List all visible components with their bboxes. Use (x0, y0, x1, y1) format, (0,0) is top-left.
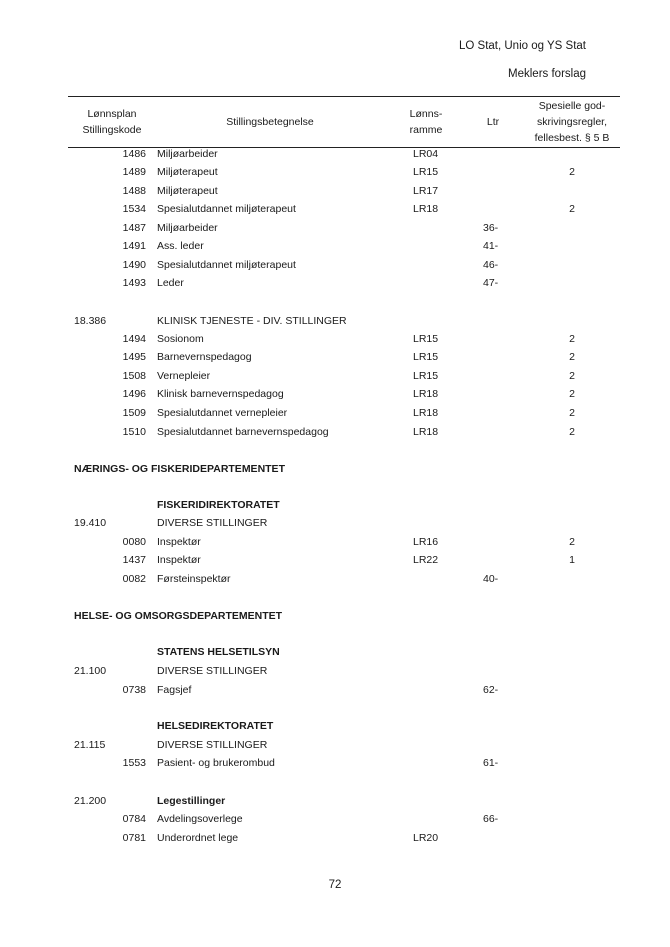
position-code: 1490 (122, 259, 146, 271)
position-title: Spesialutdannet miljøterapeut (157, 203, 296, 215)
table-row (0, 148, 670, 166)
col-header-code (72, 106, 152, 138)
table-row (0, 166, 670, 184)
salary-range: LR18 (413, 203, 439, 215)
col-header-range-line1: Lønns- (409, 108, 443, 120)
col-header-code-line2: Stillingskode (82, 124, 142, 136)
position-title: Førsteinspektør (157, 573, 231, 585)
special-rule: 2 (569, 203, 575, 215)
position-title: Pasient- og brukerombud (157, 757, 275, 769)
position-title: Spesialutdannet vernepleier (157, 407, 288, 419)
group-row (0, 517, 670, 535)
ministry-title: HELSE- OG OMSORGSDEPARTEMENTET (74, 610, 283, 622)
position-code: 1534 (122, 203, 146, 215)
position-title: Ass. leder (157, 240, 204, 252)
agency-heading (0, 499, 670, 517)
position-title: Miljøterapeut (157, 166, 218, 178)
special-rule: 2 (569, 407, 575, 419)
special-rule: 2 (569, 370, 575, 382)
table-row (0, 351, 670, 369)
group-row (0, 665, 670, 683)
table-row (0, 333, 670, 351)
salary-plan-number: 21.200 (74, 795, 107, 807)
table-top-rule (68, 96, 620, 97)
position-title: Leder (157, 277, 184, 289)
group-row (0, 315, 670, 333)
table-row (0, 832, 670, 850)
position-code: 1508 (122, 370, 146, 382)
position-code: 1491 (122, 240, 146, 252)
col-header-code-line1: Lønnsplan (87, 108, 137, 120)
agency-heading (0, 720, 670, 738)
position-title: Avdelingsoverlege (157, 813, 243, 825)
group-title: DIVERSE STILLINGER (157, 739, 268, 751)
table-row (0, 573, 670, 591)
position-code: 1496 (122, 388, 146, 400)
salary-range: LR04 (413, 148, 439, 160)
salary-range: LR18 (413, 388, 439, 400)
salary-range: LR15 (413, 370, 439, 382)
salary-range: LR15 (413, 351, 439, 363)
position-code: 1553 (122, 757, 146, 769)
salary-step: 66- (483, 813, 499, 825)
salary-step: 41- (483, 240, 499, 252)
special-rule: 2 (569, 388, 575, 400)
special-rule: 1 (569, 554, 575, 566)
position-code: 1493 (122, 277, 146, 289)
position-title: Inspektør (157, 536, 201, 548)
table-row (0, 259, 670, 277)
group-row (0, 795, 670, 813)
table-row (0, 407, 670, 425)
group-row (0, 739, 670, 757)
ministry-heading (0, 610, 670, 628)
position-title: Inspektør (157, 554, 201, 566)
position-code: 1509 (122, 407, 146, 419)
position-title: Miljøarbeider (157, 222, 218, 234)
table-row (0, 185, 670, 203)
table-row (0, 222, 670, 240)
table-row (0, 757, 670, 775)
position-title: Klinisk barnevernspedagog (157, 388, 284, 400)
agency-title: FISKERIDIREKTORATET (157, 499, 280, 511)
position-code: 1510 (122, 426, 146, 438)
position-title: Sosionom (157, 333, 204, 345)
position-title: Barnevernspedagog (157, 351, 252, 363)
col-header-range-line2: ramme (409, 124, 443, 136)
position-code: 0738 (122, 684, 146, 696)
table-row (0, 554, 670, 572)
salary-range: LR16 (413, 536, 439, 548)
salary-range: LR20 (413, 832, 439, 844)
salary-step: 61- (483, 757, 499, 769)
group-title: KLINISK TJENESTE - DIV. STILLINGER (157, 315, 347, 327)
salary-plan-number: 18.386 (74, 315, 107, 327)
table-row (0, 388, 670, 406)
salary-plan-number: 21.115 (74, 739, 106, 751)
agency-heading (0, 646, 670, 664)
salary-plan-number: 21.100 (74, 665, 107, 677)
col-header-ltr: Ltr (486, 116, 500, 128)
table-row (0, 240, 670, 258)
agency-title: STATENS HELSETILSYN (157, 646, 280, 658)
salary-step: 40- (483, 573, 499, 585)
page-number: 72 (328, 879, 342, 891)
group-title: Legestillinger (157, 795, 226, 807)
position-code: 0080 (122, 536, 146, 548)
agency-title: HELSEDIREKTORATET (157, 720, 274, 732)
col-header-special (522, 98, 622, 146)
salary-step: 62- (483, 684, 499, 696)
col-header-range (396, 106, 456, 138)
position-code: 1495 (122, 351, 146, 363)
ministry-heading (0, 463, 670, 481)
position-code: 1486 (122, 148, 146, 160)
position-title: Spesialutdannet barnevernspedagog (157, 426, 329, 438)
group-title: DIVERSE STILLINGER (157, 665, 268, 677)
header-organizations: LO Stat, Unio og YS Stat (459, 40, 586, 52)
position-title: Fagsjef (157, 684, 192, 696)
ministry-title: NÆRINGS- OG FISKERIDEPARTEMENTET (74, 463, 285, 475)
col-header-special-line3: fellesbest. § 5 B (534, 132, 610, 144)
salary-range: LR18 (413, 426, 439, 438)
special-rule: 2 (569, 333, 575, 345)
group-title: DIVERSE STILLINGER (157, 517, 268, 529)
salary-range: LR15 (413, 333, 439, 345)
position-code: 1487 (122, 222, 146, 234)
col-header-title: Stillingsbetegnelse (226, 116, 314, 128)
table-row (0, 203, 670, 221)
position-title: Underordnet lege (157, 832, 239, 844)
position-code: 0082 (122, 573, 146, 585)
col-header-special-line1: Spesielle god- (538, 100, 606, 112)
table-row (0, 684, 670, 702)
salary-step: 46- (483, 259, 499, 271)
salary-range: LR22 (413, 554, 439, 566)
position-code: 1494 (122, 333, 146, 345)
salary-range: LR17 (413, 185, 439, 197)
position-title: Miljøarbeider (157, 148, 218, 160)
salary-range: LR15 (413, 166, 439, 178)
salary-step: 47- (483, 277, 499, 289)
salary-step: 36- (483, 222, 499, 234)
special-rule: 2 (569, 426, 575, 438)
special-rule: 2 (569, 166, 575, 178)
position-title: Miljøterapeut (157, 185, 218, 197)
position-code: 1488 (122, 185, 146, 197)
table-row (0, 536, 670, 554)
position-code: 1489 (122, 166, 146, 178)
position-title: Vernepleier (157, 370, 211, 382)
col-header-special-line2: skrivingsregler, (536, 116, 608, 128)
header-proposal: Meklers forslag (508, 68, 586, 80)
position-title: Spesialutdannet miljøterapeut (157, 259, 296, 271)
position-code: 1437 (122, 554, 146, 566)
table-row (0, 277, 670, 295)
position-code: 0784 (122, 813, 146, 825)
salary-plan-number: 19.410 (74, 517, 107, 529)
position-code: 0781 (122, 832, 146, 844)
special-rule: 2 (569, 536, 575, 548)
salary-range: LR18 (413, 407, 439, 419)
special-rule: 2 (569, 351, 575, 363)
table-row (0, 426, 670, 444)
table-row (0, 813, 670, 831)
table-row (0, 370, 670, 388)
